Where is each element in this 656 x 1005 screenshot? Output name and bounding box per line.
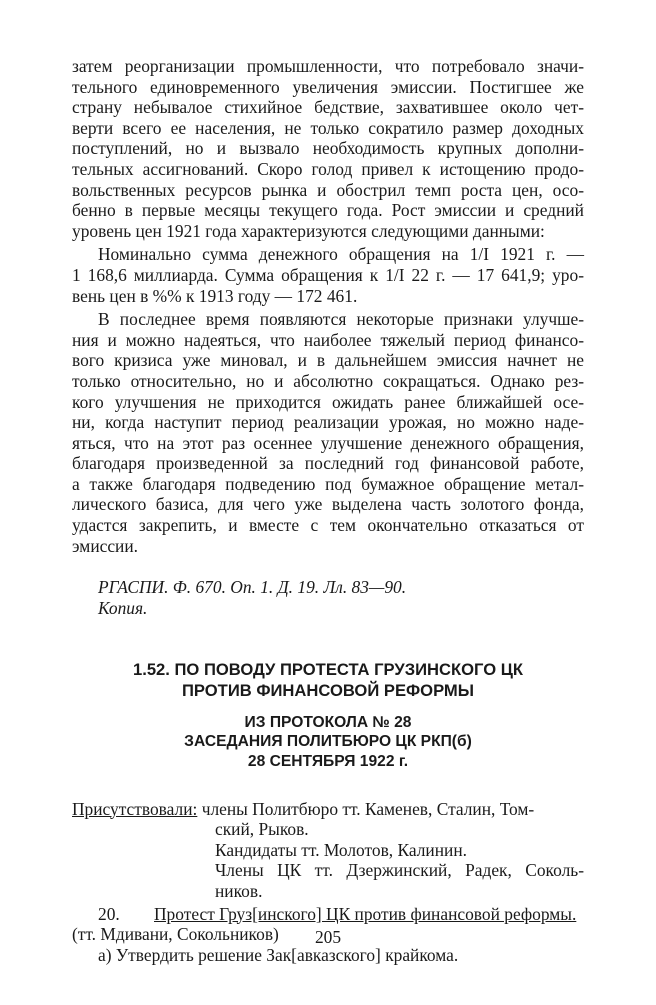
text-line: только относительно, но и абсолютно сокращаться. Однако рез- xyxy=(72,370,584,391)
text-line: В последнее время появляются некоторые признаки улучше- xyxy=(98,309,584,330)
text-line: тельного единовременного увеличения эмиссии. Постигшее же xyxy=(72,76,584,97)
subheading-line: ЗАСЕДАНИЯ ПОЛИТБЮРО ЦК РКП(б) xyxy=(184,733,472,751)
text-line: вого кризиса уже миновал, и в дальнейшем эмиссия начнет не xyxy=(72,350,584,371)
attendees-first-line xyxy=(72,799,584,820)
agenda-item-title-line xyxy=(72,904,584,925)
politburo-members-cont: ский, Рыков. xyxy=(215,819,309,840)
text-line: яться, что на этот раз осеннее улучшение денежного обращения, xyxy=(72,432,584,453)
text-line: ния и можно надеяться, что наиболее тяжелый период финансо- xyxy=(72,329,584,350)
page-number: 205 xyxy=(314,927,342,947)
attendees-block xyxy=(72,799,584,902)
paragraph-money-circulation xyxy=(72,244,584,306)
text-line: вень цен в %% к 1913 году — 172 461. xyxy=(72,285,358,306)
text-line: благодаря произведенной за последний год финансовой работе, xyxy=(72,453,584,474)
subheading-line: ИЗ ПРОТОКОЛА № 28 xyxy=(244,713,412,731)
agenda-item-decision: а) Утвердить решение Зак[авказского] крайкома. xyxy=(98,944,459,965)
attendees-label: Присутствовали: xyxy=(72,798,198,819)
citation-line: РГАСПИ. Ф. 670. Оп. 1. Д. 19. Лл. 83—90. xyxy=(98,577,407,598)
paragraph-reorganization xyxy=(72,56,584,241)
text-line: вольственных ресурсов рынка и обострил темп роста цен, осо- xyxy=(72,179,584,200)
agenda-item-number: 20. xyxy=(98,903,120,924)
politburo-members: члены Политбюро тт. Каменев, Сталин, Том- xyxy=(197,798,535,819)
text-line: затем реорганизации промышленности, что потребовало значи- xyxy=(72,56,584,76)
heading-line: ПРОТИВ ФИНАНСОВОЙ РЕФОРМЫ xyxy=(182,680,474,700)
archive-source-citation xyxy=(72,577,584,618)
document-page xyxy=(72,56,584,965)
text-line: страну небывалое стихийное бедствие, захватившее около чет- xyxy=(72,97,584,118)
candidates-line: Кандидаты тт. Молотов, Калинин. xyxy=(215,839,467,860)
paragraph-recent-improvements xyxy=(72,309,584,556)
text-line: кого улучшения не приходится ожидать ранее ближайшей осе- xyxy=(72,391,584,412)
subheading-line: 28 СЕНТЯБРЯ 1922 г. xyxy=(247,753,409,771)
text-line: уровень цен 1921 года характеризуются следующими данными: xyxy=(72,220,545,241)
text-line: 1 168,6 миллиарда. Сумма обращения к 1/I 22 г. — 17 641,9; уро- xyxy=(72,264,584,285)
cc-members xyxy=(72,860,584,901)
section-heading xyxy=(72,660,584,700)
text-line: удастся закрепить, и вместе с тем окончательно отказаться от xyxy=(72,515,584,536)
text-line: Номинально сумма денежного обращения на 1/I 1921 г. — xyxy=(98,244,584,265)
text-line: лического базиса, для чего уже выделена часть золотого фонда, xyxy=(72,494,584,515)
text-line: а также благодаря подведению под бумажное обращение метал- xyxy=(72,473,584,494)
citation-line: Копия. xyxy=(98,597,148,618)
heading-line: 1.52. ПО ПОВОДУ ПРОТЕСТА ГРУЗИНСКОГО ЦК xyxy=(132,660,523,680)
cc-members-line: Члены ЦК тт. Дзержинский, Радек, Соколь- xyxy=(215,860,584,881)
text-line: тельных ассигнований. Скоро голод привел к истощению продо- xyxy=(72,158,584,179)
cc-members-line: ников. xyxy=(215,881,263,901)
agenda-item-title: Протест Груз[инского] ЦК против финансовой реформы. xyxy=(154,903,577,924)
agenda-item-speakers: (тт. Мдивани, Сокольников) xyxy=(72,924,279,945)
protocol-subheading xyxy=(72,713,584,772)
text-line: поступлений, но и вызвало необходимость крупных дополни- xyxy=(72,138,584,159)
text-line: эмиссии. xyxy=(72,535,139,556)
text-line: верти всего ее населения, не только сократило размер доходных xyxy=(72,117,584,138)
text-line: бенно в первые месяцы текущего года. Рост эмиссии и средний xyxy=(72,200,584,221)
text-line: ни, когда наступит период реализации урожая, но можно наде- xyxy=(72,412,584,433)
